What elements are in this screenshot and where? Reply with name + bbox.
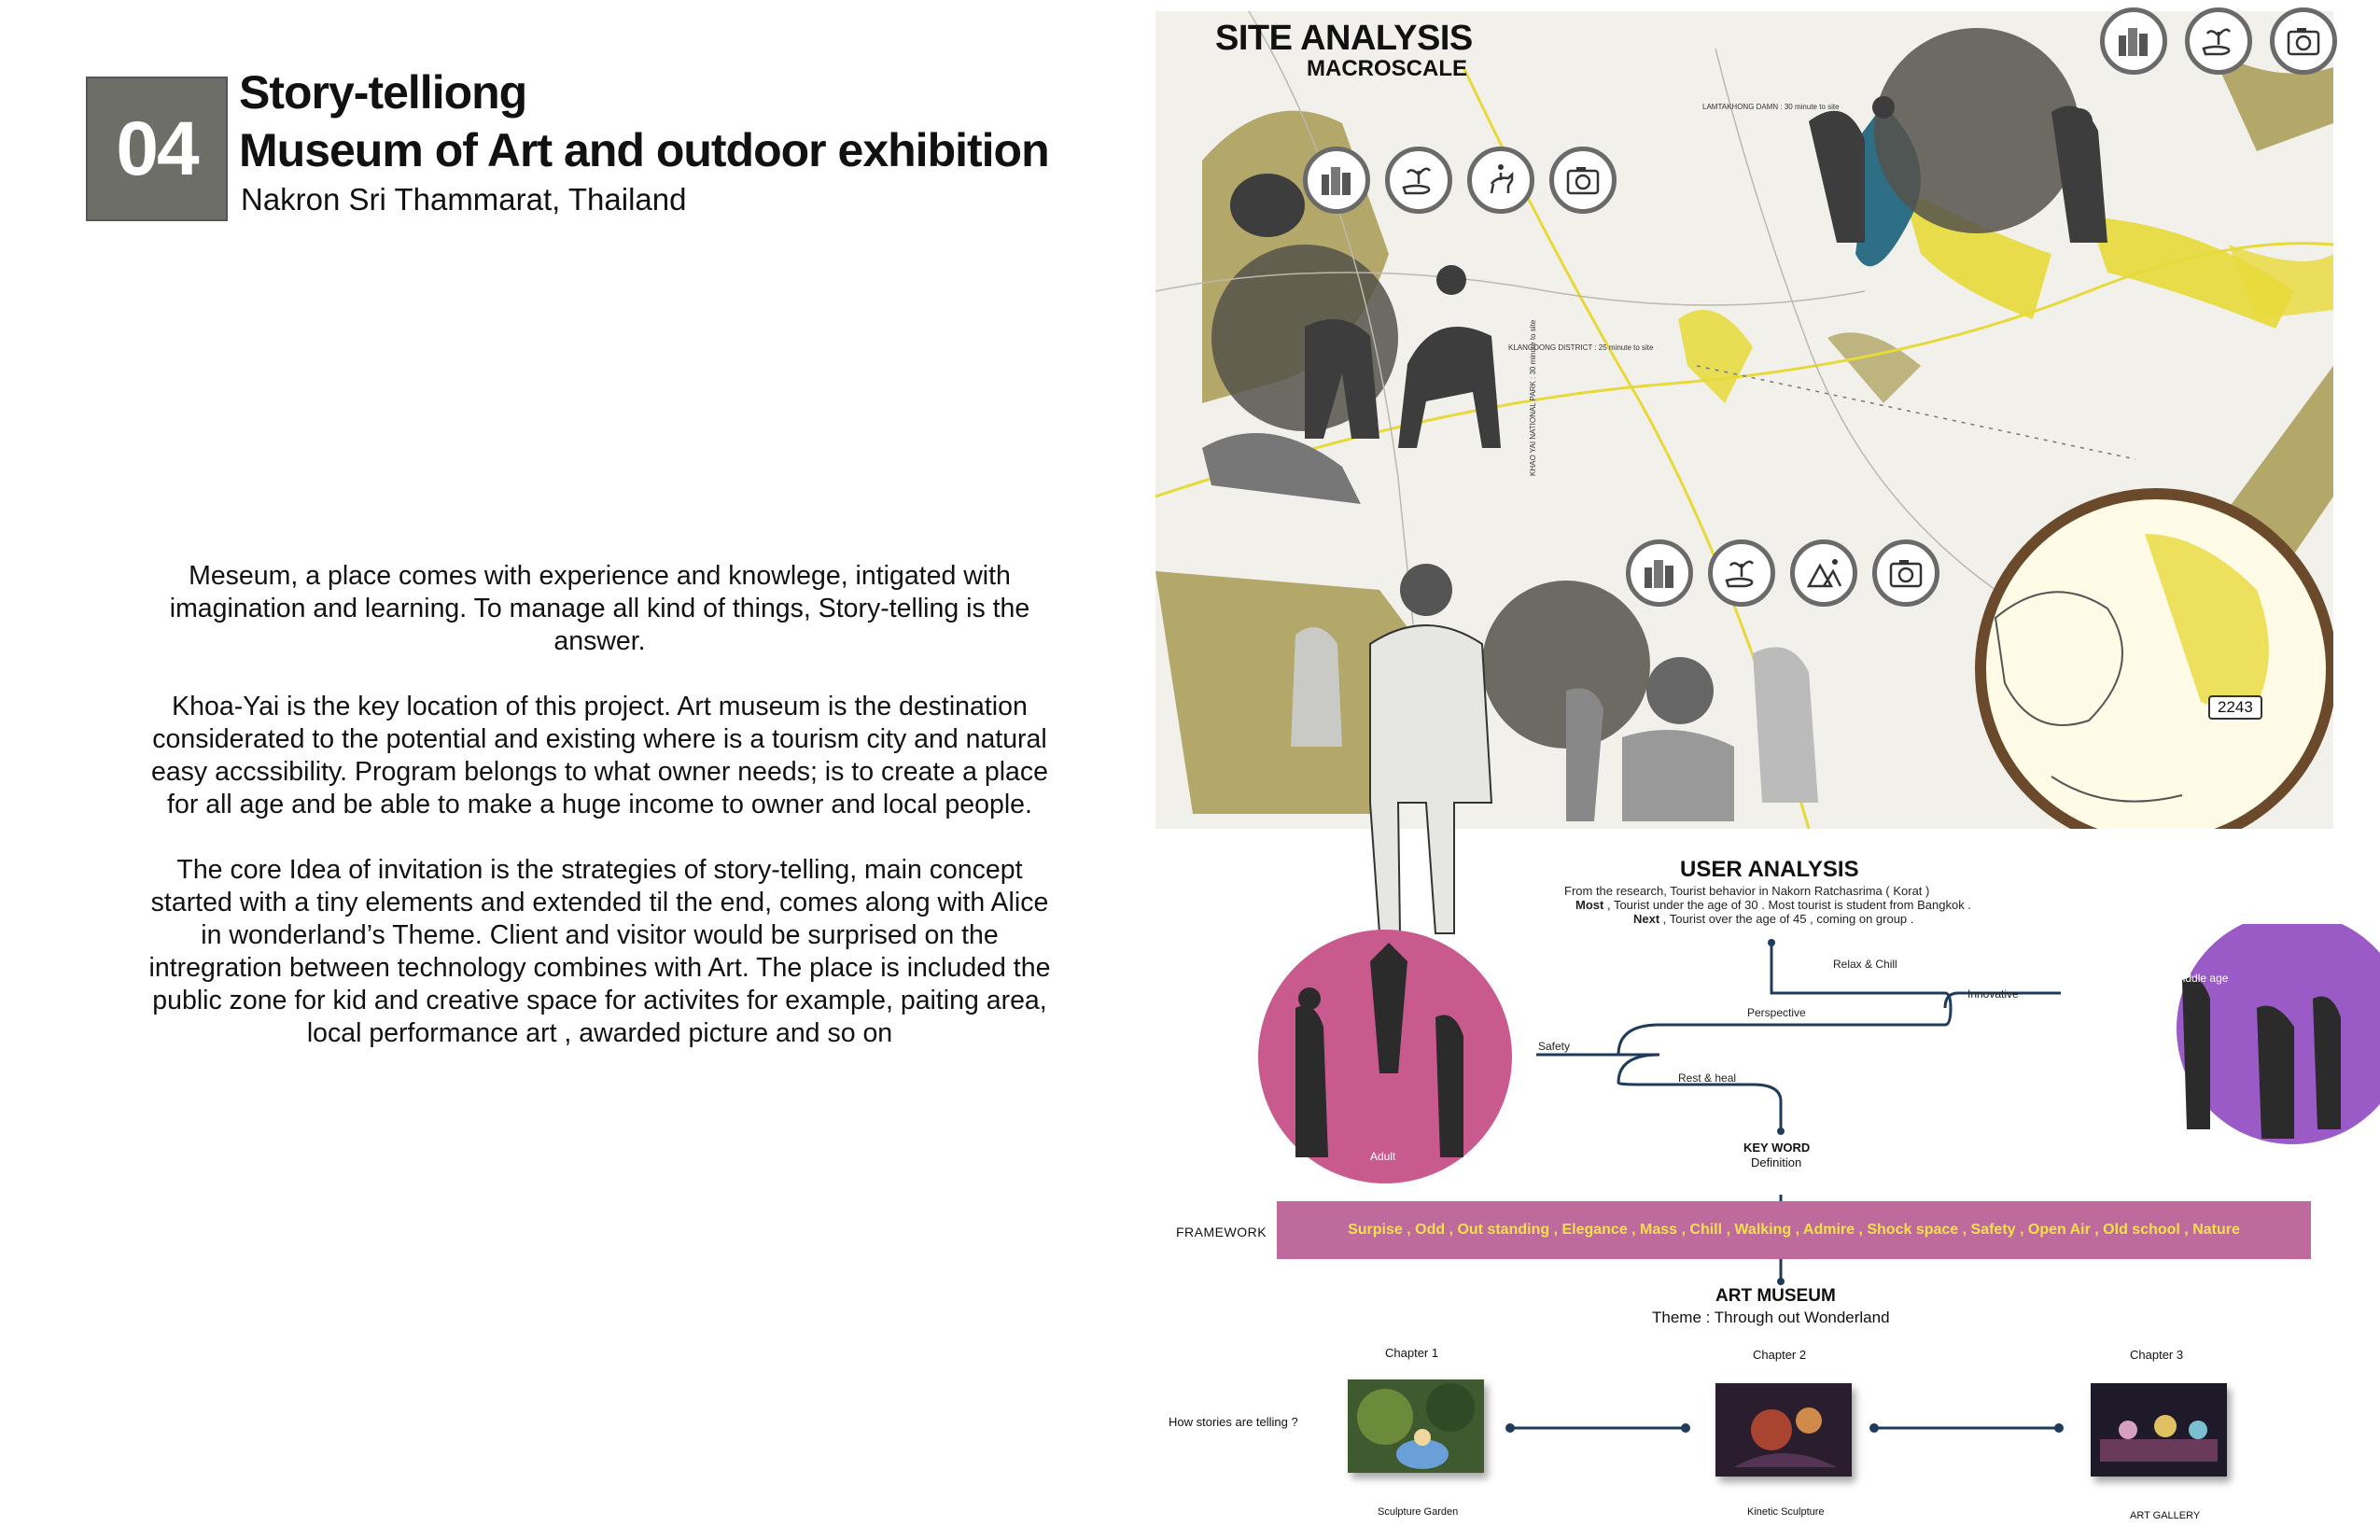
description-paragraph-3: The core Idea of invitation is the strategies of story-telling, main concept started with a tiny elements and extended til the end, comes along with Alice in wonderland’s Theme. Client and visitor would be surprised on the intregration between technology combines with Art. The place is included the public zone for kid and creative space for activites for example, paiting area, local performance art , awarded picture and so on (148, 855, 1051, 1048)
map-label-park: KHAO YAI NATIONAL PARK : 30 minute to site (1529, 319, 1537, 476)
chapter-1-label: Chapter 1 (1385, 1346, 1439, 1360)
chapter-2-caption: Kinetic Sculpture (1747, 1506, 1825, 1518)
chapter-3-caption: ART GALLERY (2130, 1510, 2201, 1521)
chapter-3-label: Chapter 3 (2130, 1348, 2184, 1362)
description-paragraph-2: Khoa-Yai is the key location of this project. Art museum is the destination considerated to the potential and existing where is a tourism city and natural easy accssibility. Program belongs to what owner needs; is to create a place for all age and be able to make a huge income to owner and local people. (150, 692, 1049, 819)
map-label-district: KLANGDONG DISTRICT : 25 minute to site (1508, 343, 1654, 352)
art-museum-title: ART MUSEUM (1715, 1286, 1836, 1306)
user-analysis-next: Next , Tourist over the age of 45 , coming on group . (1633, 912, 1914, 926)
flow-label-innovative: Innovative (1967, 987, 2019, 1001)
art-museum-theme: Theme : Through out Wonderland (1652, 1309, 1890, 1326)
description-text (140, 560, 1059, 1083)
connector-line (1775, 1259, 1786, 1287)
chapter-connectors (1503, 1419, 2305, 1437)
keyword-definition: Definition (1751, 1155, 1802, 1169)
page-title-line2: Museum of Art and outdoor exhibition (239, 124, 1049, 176)
framework-label: FRAMEWORK (1176, 1225, 1267, 1239)
framework-keywords-bar: Surpise , Odd , Out standing , Elegance , Mass , Chill , Walking , Admire , Shock space , Safety , Open Air , Old school , Nature (1277, 1201, 2311, 1259)
page-title-line1: Story-telliong (239, 66, 527, 119)
road-number-badge: 2243 (2208, 695, 2262, 720)
section-number: 04 (86, 77, 228, 221)
user-analysis-intro: From the research, Tourist behavior in Nakorn Ratchasrima ( Korat ) (1564, 884, 1930, 898)
location-subtitle: Nakron Sri Thammarat, Thailand (241, 182, 687, 217)
teen-label: Teenage & middle age (2117, 972, 2229, 985)
flow-label-safety: Safety (1538, 1040, 1571, 1053)
story-question: How stories are telling ? (1169, 1415, 1298, 1429)
user-analysis-title: USER ANALYSIS (1680, 857, 1859, 882)
site-analysis-subtitle: MACROSCALE (1307, 56, 1467, 81)
description-paragraph-1: Meseum, a place comes with experience and knowlege, intigated with imagination and learning. To manage all kind of things, Story-telling is the answer. (169, 561, 1030, 656)
flow-label-rest: Rest & heal (1678, 1071, 1737, 1085)
adult-label: Adult (1370, 1150, 1396, 1163)
map-label-dam: LAMTAKHONG DAMN : 30 minute to site (1702, 103, 1840, 111)
keyword-title: KEY WORD (1743, 1141, 1811, 1155)
site-analysis-title: SITE ANALYSIS (1215, 19, 1473, 58)
chapter-2-label: Chapter 2 (1753, 1348, 1807, 1362)
flow-label-perspective: Perspective (1747, 1006, 1806, 1019)
flow-label-relax: Relax & Chill (1833, 958, 1897, 971)
chapter-1-image (1348, 1379, 1484, 1473)
chapter-1-caption: Sculpture Garden (1378, 1506, 1459, 1518)
analysis-board (1155, 0, 2380, 1540)
user-analysis-most: Most , Tourist under the age of 30 . Most tourist is student from Bangkok . (1575, 898, 1971, 912)
